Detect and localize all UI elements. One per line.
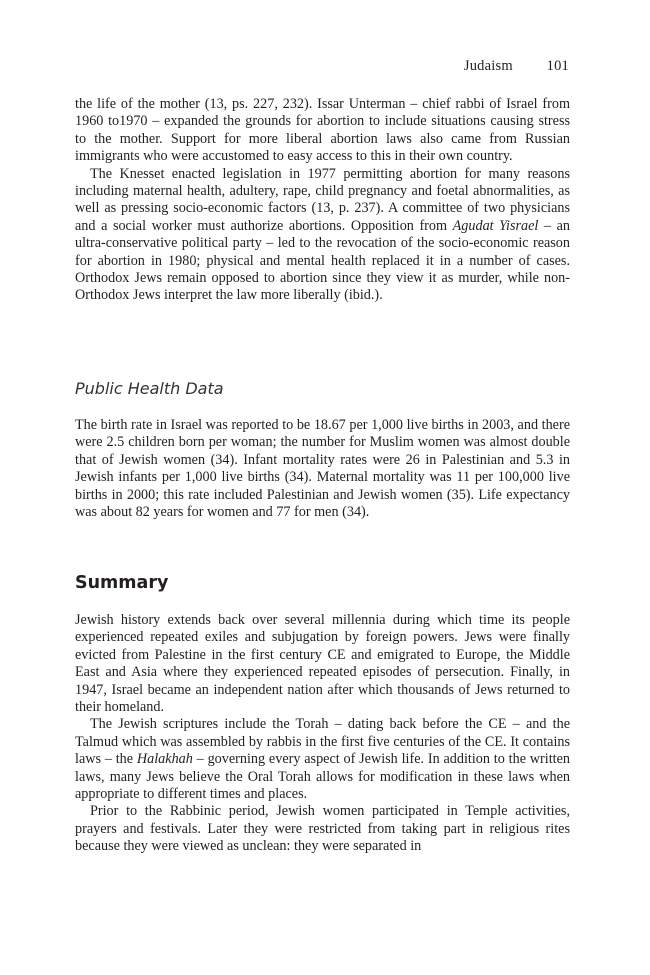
summary-paragraph-1: Jewish history extends back over several millennia during which time its people experienced repeated exiles and subjugation by foreign powers. Jews were finally evicted from Palestine in the first century CE and emigrated to Europe, the Middle East and Asia where they experienced repeated episodes of persecution. Finally, in 1947, Israel became an independent nation after which thousands of Jews returned to their homeland. xyxy=(75,612,570,716)
intro-paragraph-2-text-b: – an ultra-conservative political party – led to the revocation of the socio-economic reason for abortion in 1980; physical and mental health replaced it in a number of cases. Orthodox Jews remain opposed to abortion since they view it as murder, while non-Orthodox Jews interpret the law more liberally (ibid.). xyxy=(75,217,570,304)
summary-heading-block xyxy=(75,572,570,594)
intro-paragraph-2-emphasis: Agudat Yisrael xyxy=(452,217,539,234)
page-number: 101 xyxy=(546,58,569,74)
running-head-title: Judaism xyxy=(463,58,513,74)
public-health-paragraph-1: The birth rate in Israel was reported to be 18.67 per 1,000 live births in 2003, and there were 2.5 children born per woman; the number for Muslim women was almost double that of Jewish women (34). Infant mortality rates were 26 in Palestinian and 5.3 in Jewish infants per 1,000 live births (34). Maternal mortality was 11 per 100,000 live births in 2000; this rate included Palestinian and Jewish women (35). Life expectancy was about 82 years for women and 77 for men (34). xyxy=(75,417,570,521)
intro-paragraph-2 xyxy=(75,166,570,305)
running-head xyxy=(464,58,569,75)
summary-paragraph-2-text-a: The Jewish scriptures include the Torah – dating back before the CE – and the Talmud which was assembled by rabbis in the first five centuries of the CE. It contains laws – the xyxy=(75,716,570,768)
public-health-body xyxy=(75,417,570,521)
intro-paragraph-2-text-a: The Knesset enacted legislation in 1977 permitting abortion for many reasons including maternal health, adultery, rape, child pregnancy and foetal abnormalities, as well as pressing socio-economic factors (13, p. 237). A committee of two physicians and a social worker must authorize abortions. Opposition from xyxy=(75,165,570,234)
intro-section xyxy=(75,96,570,305)
summary-paragraph-3: Prior to the Rabbinic period, Jewish women participated in Temple activities, prayers and festivals. Later they were restricted from taking part in religious rites because they were viewed as unclean: they were separated in xyxy=(75,803,570,855)
summary-paragraph-2-text-b: – governing every aspect of Jewish life. In addition to the written laws, many Jews believe the Oral Torah allows for modification in these laws when appropriate to different times and places. xyxy=(75,751,570,803)
summary-paragraph-2-emphasis: Halakhah xyxy=(136,751,193,768)
summary-section xyxy=(75,612,570,856)
public-health-section xyxy=(75,379,570,399)
public-health-heading: Public Health Data xyxy=(75,379,224,398)
summary-paragraph-2 xyxy=(75,716,570,803)
intro-paragraph-1: the life of the mother (13, ps. 227, 232). Issar Unterman – chief rabbi of Israel from 1960 to1970 – expanded the grounds for abortion to include situations causing stress to the mother. Support for more liberal abortion laws also came from Russian immigrants who were accustomed to easy access to this in their own country. xyxy=(75,96,570,165)
summary-heading: Summary xyxy=(75,573,169,593)
